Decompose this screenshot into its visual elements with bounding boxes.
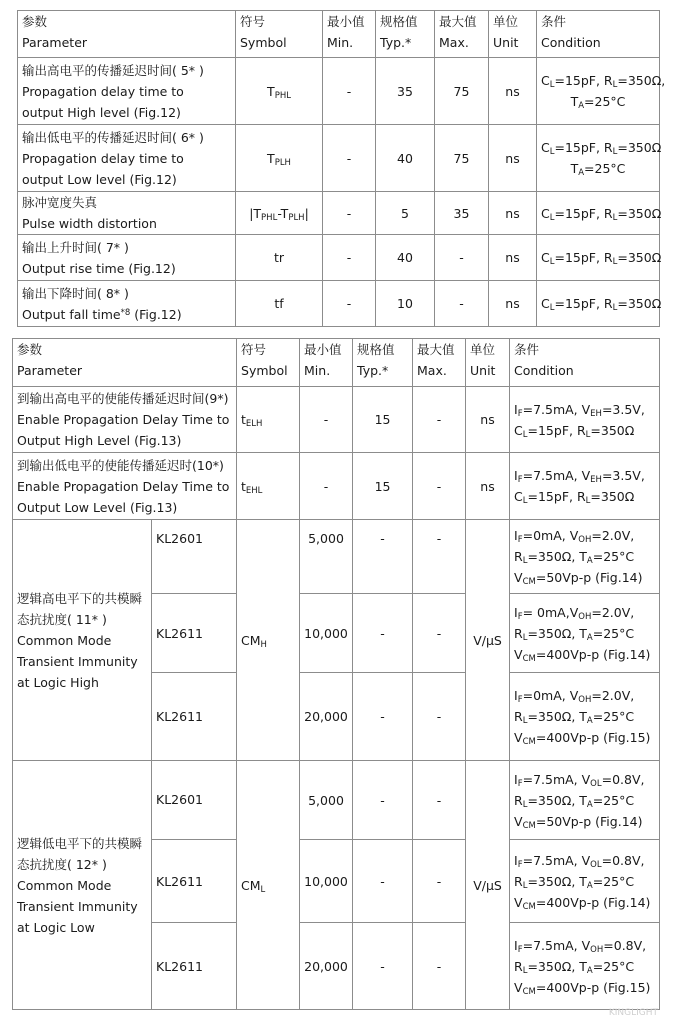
table-row (18, 192, 660, 235)
typ-cell: 40 (376, 235, 435, 281)
unit-cell: ns (489, 281, 537, 327)
max-cell: - (413, 520, 466, 594)
max-cell: - (413, 923, 466, 1010)
header-min: 最小值 Min. (300, 339, 353, 387)
condition-cell: $C_L=15pF$, $R_L=350\Omega$, $T_A=25^\circ C$ (537, 58, 660, 125)
parameter-cell: 输出上升时间( 7* ) Output rise time (Fig.12) (18, 235, 236, 281)
max-cell: - (413, 840, 466, 923)
min-cell: - (323, 125, 376, 192)
condition-cell: $C_L=15pF$, $R_L=350\Omega$ (537, 235, 660, 281)
propagation-delay-table (17, 10, 666, 327)
condition-cell: $I_F=7.5mA$, $V_{EH}=3.5V$, $C_L=15pF$, $R_L=350\Omega$ (510, 387, 660, 453)
condition-cell: $I_F=7.5mA$, $V_{OL}=0.8V$, $R_L=350\Omega$, $T_A=25^\circ C$ $V_{CM}=50Vp-p$ (Fig.14) (510, 761, 660, 840)
symbol-cell: $T_{PLH}$ (236, 125, 323, 192)
typ-cell: - (353, 520, 413, 594)
header-symbol: 符号 Symbol (237, 339, 300, 387)
symbol-cell: $t_{ELH}$ (237, 387, 300, 453)
max-cell: 75 (435, 125, 489, 192)
header-min: 最小值 Min. (323, 11, 376, 58)
symbol-cell: $t_{EHL}$ (237, 453, 300, 520)
condition-cell: $C_L=15pF$, $R_L=350\Omega$ (537, 192, 660, 235)
header-max: 最大值 Max. (413, 339, 466, 387)
unit-cell: ns (489, 192, 537, 235)
symbol-cell: $T_{PHL}$ (236, 58, 323, 125)
table-row (13, 761, 660, 840)
condition-cell: $I_F=0mA$, $V_{OH}=2.0V$, $R_L=350\Omega$, $T_A=25^\circ C$ $V_{CM}=400Vp-p$ (Fig.15) (510, 673, 660, 761)
typ-cell: - (353, 840, 413, 923)
table-header-row (13, 339, 660, 387)
max-cell: 35 (435, 192, 489, 235)
header-symbol: 符号 Symbol (236, 11, 323, 58)
condition-cell: $I_F= 0mA,V_{OH}=2.0V$, $R_L=350\Omega$, $T_A=25^\circ C$ $V_{CM}=400Vp-p$ (Fig.14) (510, 594, 660, 673)
typ-cell: 35 (376, 58, 435, 125)
condition-cell: $C_L=15pF$, $R_L=350\Omega$ (537, 281, 660, 327)
typ-cell: 10 (376, 281, 435, 327)
table-row (13, 387, 660, 453)
part-number-cell: KL2611 (152, 840, 237, 923)
table-row (13, 453, 660, 520)
part-number-cell: KL2601 (152, 520, 237, 594)
min-cell: - (323, 281, 376, 327)
max-cell: 75 (435, 58, 489, 125)
max-cell: - (413, 387, 466, 453)
symbol-cell: $|T_{PHL}-T_{PLH}|$ (236, 192, 323, 235)
unit-cell: ns (466, 453, 510, 520)
parameter-cell: 到输出低电平的使能传播延迟时(10*) Enable Propagation Delay Time to Output Low Level (Fig.13) (13, 453, 237, 520)
condition-cell: $I_F=7.5mA$, $V_{OL}=0.8V$, $R_L=350\Omega$, $T_A=25^\circ C$ $V_{CM}=400Vp-p$ (Fig.14) (510, 840, 660, 923)
max-cell: - (413, 594, 466, 673)
min-cell: 20,000 (300, 673, 353, 761)
max-cell: - (413, 673, 466, 761)
parameter-cell: 到输出高电平的使能传播延迟时间(9*) Enable Propagation Delay Time to Output High Level (Fig.13) (13, 387, 237, 453)
parameter-cell: 输出低电平的传播延迟时间( 6* ) Propagation delay time to output Low level (Fig.12) (18, 125, 236, 192)
table-row (18, 235, 660, 281)
typ-cell: 5 (376, 192, 435, 235)
header-condition: 条件 Condition (537, 11, 660, 58)
typ-cell: - (353, 923, 413, 1010)
symbol-cell: $CM_L$ (237, 761, 300, 1010)
symbol-cell: $CM_H$ (237, 520, 300, 761)
min-cell: 5,000 (300, 520, 353, 594)
typ-cell: 15 (353, 387, 413, 453)
min-cell: 20,000 (300, 923, 353, 1010)
unit-cell: ns (489, 125, 537, 192)
enable-cmti-table (12, 338, 660, 1010)
typ-cell: 15 (353, 453, 413, 520)
table-row (18, 281, 660, 327)
part-number-cell: KL2601 (152, 761, 237, 840)
condition-cell: $I_F=7.5mA$, $V_{OH}=0.8V$, $R_L=350\Omega$, $T_A=25^\circ C$ $V_{CM}=400Vp-p$ (Fig.15) (510, 923, 660, 1010)
header-unit: 单位 Unit (489, 11, 537, 58)
header-max: 最大值 Max. (435, 11, 489, 58)
parameter-cell: 输出下降时间( 8* ) Output fall time$^{*8}$ (Fig.12) (18, 281, 236, 327)
typ-cell: 40 (376, 125, 435, 192)
condition-cell: $C_L=15pF$, $R_L=350\Omega$ $T_A=25^\circ C$ (537, 125, 660, 192)
table-header-row (18, 11, 660, 58)
min-cell: - (300, 453, 353, 520)
min-cell: 10,000 (300, 840, 353, 923)
unit-cell: V/μS (466, 520, 510, 761)
part-number-cell: KL2611 (152, 594, 237, 673)
symbol-cell: tf (236, 281, 323, 327)
max-cell: - (413, 453, 466, 520)
table-row (18, 125, 660, 192)
cml-parameter-cell: 逻辑低电平下的共模瞬 态抗扰度( 12* ) Common Mode Transient Immunity at Logic Low (13, 761, 152, 1010)
condition-cell: $I_F=0mA$, $V_{OH}=2.0V$, $R_L=350\Omega$, $T_A=25^\circ C$ $V_{CM}=50Vp-p$ (Fig.14) (510, 520, 660, 594)
unit-cell: ns (489, 58, 537, 125)
header-parameter: 参数 Parameter (18, 11, 236, 58)
unit-cell: ns (489, 235, 537, 281)
min-cell: - (323, 58, 376, 125)
condition-cell: $I_F=7.5mA$, $V_{EH}=3.5V$, $C_L=15pF$, $R_L=350\Omega$ (510, 453, 660, 520)
header-parameter: 参数 Parameter (13, 339, 237, 387)
cmh-parameter-cell: 逻辑高电平下的共模瞬 态抗扰度( 11* ) Common Mode Transient Immunity at Logic High (13, 520, 152, 761)
typ-cell: - (353, 673, 413, 761)
typ-cell: - (353, 761, 413, 840)
parameter-cell: 输出高电平的传播延迟时间( 5* ) Propagation delay time to output High level (Fig.12) (18, 58, 236, 125)
part-number-cell: KL2611 (152, 673, 237, 761)
part-number-cell: KL2611 (152, 923, 237, 1010)
unit-cell: ns (466, 387, 510, 453)
min-cell: - (300, 387, 353, 453)
min-cell: - (323, 192, 376, 235)
max-cell: - (413, 761, 466, 840)
header-condition: 条件 Condition (510, 339, 660, 387)
symbol-cell: tr (236, 235, 323, 281)
table-row (18, 58, 660, 125)
table-row (13, 520, 660, 594)
header-unit: 单位 Unit (466, 339, 510, 387)
min-cell: - (323, 235, 376, 281)
unit-cell: V/μS (466, 761, 510, 1010)
typ-cell: - (353, 594, 413, 673)
header-typ: 规格值 Typ.* (376, 11, 435, 58)
header-typ: 规格值 Typ.* (353, 339, 413, 387)
max-cell: - (435, 235, 489, 281)
watermark: KINGLIGHT (608, 1008, 658, 1018)
max-cell: - (435, 281, 489, 327)
min-cell: 10,000 (300, 594, 353, 673)
parameter-cell: 脉冲宽度失真 Pulse width distortion (18, 192, 236, 235)
min-cell: 5,000 (300, 761, 353, 840)
